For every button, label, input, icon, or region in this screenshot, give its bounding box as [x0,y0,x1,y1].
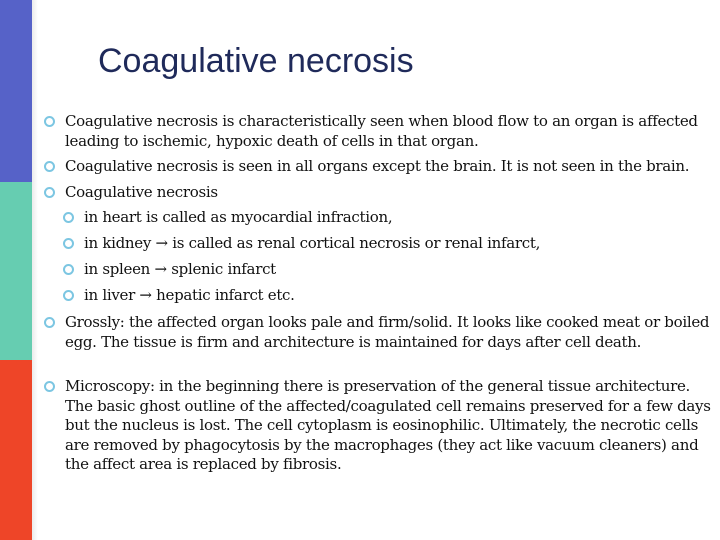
bullet-item [65,112,715,151]
bar-shadow [32,0,38,540]
bullet-text: Coagulative necrosis [65,183,218,201]
sub-bullet-item [84,260,714,280]
ring-bullet-icon [44,317,55,328]
bullet-item [65,313,715,352]
ring-bullet-icon [44,161,55,172]
ring-bullet-icon [44,116,55,127]
ring-bullet-icon [63,290,74,301]
sub-bullet-item [84,234,714,254]
bullet-item [65,377,715,475]
bullet-text: in spleen → splenic infarct [84,260,276,278]
bullet-text: Coagulative necrosis is characteristically seen when blood flow to an organ is affected leading to ischemic, hypoxic death of cells in that organ. [65,112,698,150]
bullet-item [65,157,715,177]
ring-bullet-icon [63,212,74,223]
bullet-text: Coagulative necrosis is seen in all organs except the brain. It is not seen in the brain. [65,157,690,175]
ring-bullet-icon [63,264,74,275]
accent-bar-red [0,360,32,540]
bullet-text: Grossly: the affected organ looks pale and firm/solid. It looks like cooked meat or boiled egg. The tissue is firm and architecture is maintained for days after cell death. [65,313,710,351]
accent-bar-teal [0,182,32,360]
accent-bar-blue [0,0,32,182]
ring-bullet-icon [63,238,74,249]
sub-bullet-item [84,208,714,228]
bullet-text: in heart is called as myocardial infraction, [84,208,393,226]
sub-bullet-item [84,286,714,306]
bullet-text: in liver → hepatic infarct etc. [84,286,295,304]
bullet-text: in kidney → is called as renal cortical necrosis or renal infarct, [84,234,541,252]
ring-bullet-icon [44,381,55,392]
bullet-item [65,183,715,203]
bullet-text: Microscopy: in the beginning there is preservation of the general tissue architecture. The basic ghost outline of the affected/coagulated cell remains preserved for a few days but the nucleus is lost. The cell cytoplasm is eosinophilic. Ultimately, the necrotic cells are removed by phagocytosis by the macrophages (they act like vacuum cleaners) and the affect area is replaced by fibrosis. [65,377,711,473]
slide-title: Coagulative necrosis [98,42,414,80]
ring-bullet-icon [44,187,55,198]
